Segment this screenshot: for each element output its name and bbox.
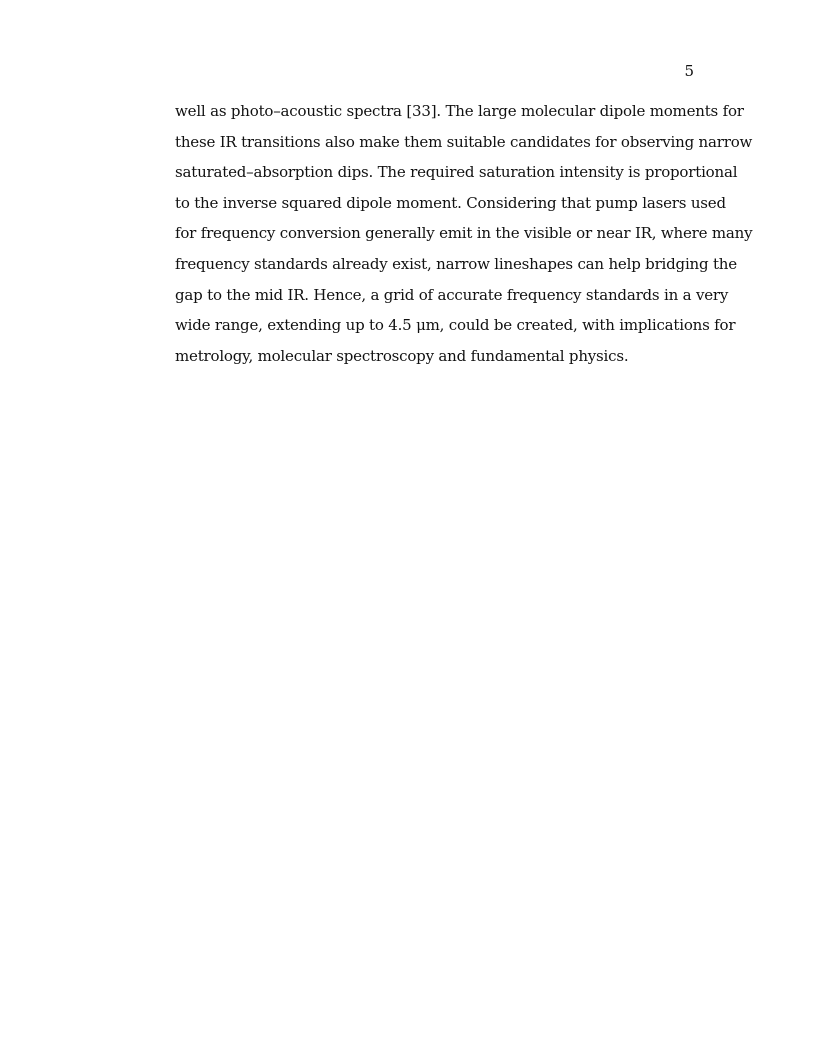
- paragraph-line: gap to the mid IR. Hence, a grid of accurate frequency standards in a very: [175, 285, 729, 304]
- page-number: 5: [684, 62, 694, 80]
- paragraph-line: metrology, molecular spectroscopy and fundamental physics.: [175, 346, 629, 365]
- paragraph-line: for frequency conversion generally emit in the visible or near IR, where many: [175, 224, 753, 243]
- paragraph-line: wide range, extending up to 4.5 μm, could be created, with implications for: [175, 316, 736, 335]
- body-paragraph: [175, 101, 753, 376]
- paragraph-line: these IR transitions also make them suitable candidates for observing narrow: [175, 132, 753, 151]
- paragraph-line: saturated–absorption dips. The required saturation intensity is proportional: [175, 163, 738, 182]
- paragraph-line: frequency standards already exist, narrow lineshapes can help bridging the: [175, 254, 737, 273]
- paragraph-line: to the inverse squared dipole moment. Considering that pump lasers used: [175, 193, 726, 212]
- paragraph-line: well as photo–acoustic spectra [33]. The large molecular dipole moments for: [175, 102, 744, 120]
